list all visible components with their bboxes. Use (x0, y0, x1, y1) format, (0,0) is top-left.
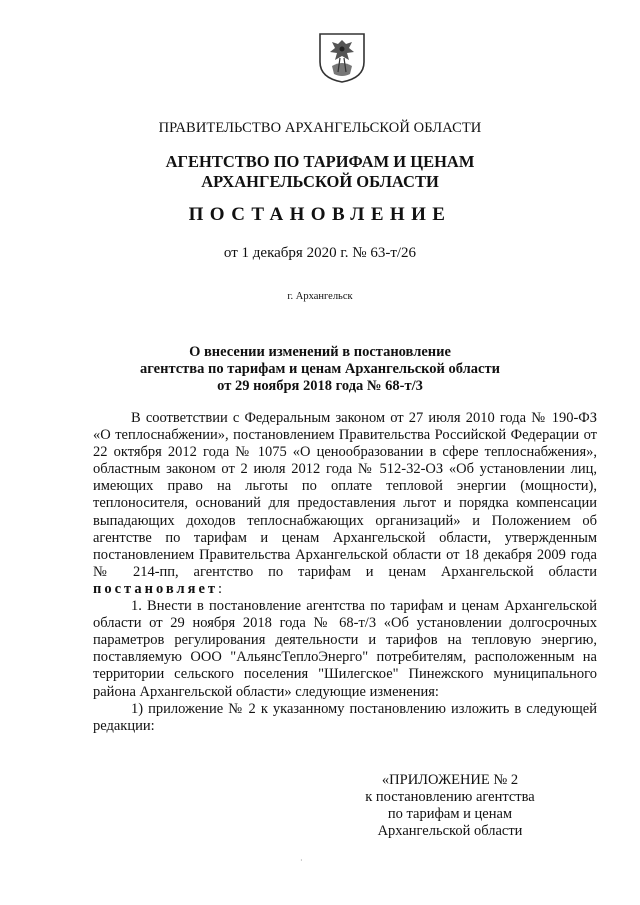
document-type: ПОСТАНОВЛЕНИЕ (188, 204, 452, 225)
document-date-number: от 1 декабря 2020 г. № 63-т/26 (223, 245, 417, 261)
paragraph-subitem-1: 1) приложение № 2 к указанному постановлению изложить в следующей редакции: (93, 700, 597, 734)
appendix-line3: по тарифам и ценам (387, 806, 513, 822)
appendix-header (340, 772, 560, 840)
document-city: г. Архангельск (287, 291, 353, 302)
appendix-line4: Архангельской области (377, 823, 523, 839)
agency-name (0, 152, 640, 192)
subject-line1: О внесении изменений в постановление (189, 344, 451, 360)
paragraph-preamble (93, 410, 597, 598)
document-body (93, 410, 597, 735)
preamble-text: В соответствии с Федеральным законом от 27 июля 2010 года № 190-ФЗ «О теплоснабжении», постановлением Правительства Российской Федерации от 22 октября 2012 года № 1075 «О ценообразовании в сфере теплоснабжения», областным законом от 2 июля 2012 года № 512-32-ОЗ «Об установлении лиц, имеющих право на льготы по оплате тепловой энергии (мощности), теплоносителя, оснований для предоставления льгот и порядка компенсации выпадающих доходов теплоснабжающих организаций» и Положением об агентстве по тарифам и ценам Архангельской области, утвержденным постановлением Правительства Архангельской области от 18 декабря 2009 года № 214-пп, агентство по тарифам и ценам Архангельской области (93, 410, 597, 580)
paragraph-item-1: 1. Внести в постановление агентства по тарифам и ценам Архангельской области от 29 ноября 2018 года № 68-т/3 «Об установлении долгосрочных параметров регулирования деятельности и тарифов на тепловую энергию, поставляемую ООО "АльянсТеплоЭнерго" потребителям, расположенным на территории сельского поселения "Шилегское" Пинежского муниципального района Архангельской области» следующие изменения: (93, 598, 597, 700)
agency-name-line1: АГЕНТСТВО ПО ТАРИФАМ И ЦЕНАМ (165, 152, 475, 171)
coat-of-arms-emblem (318, 32, 366, 84)
resolves-keyword: постановляет (93, 580, 219, 597)
scan-dot: · (300, 856, 303, 865)
subject-line2: агентства по тарифам и ценам Архангельской области (140, 361, 500, 377)
subject-line3: от 29 ноября 2018 года № 68-т/3 (217, 378, 423, 394)
document-subject (0, 344, 640, 395)
government-name: ПРАВИТЕЛЬСТВО АРХАНГЕЛЬСКОЙ ОБЛАСТИ (158, 120, 482, 136)
appendix-line1: «ПРИЛОЖЕНИЕ № 2 (381, 772, 519, 788)
preamble-end: : (218, 580, 223, 597)
appendix-line2: к постановлению агентства (365, 789, 535, 805)
agency-name-line2: АРХАНГЕЛЬСКОЙ ОБЛАСТИ (201, 172, 439, 191)
